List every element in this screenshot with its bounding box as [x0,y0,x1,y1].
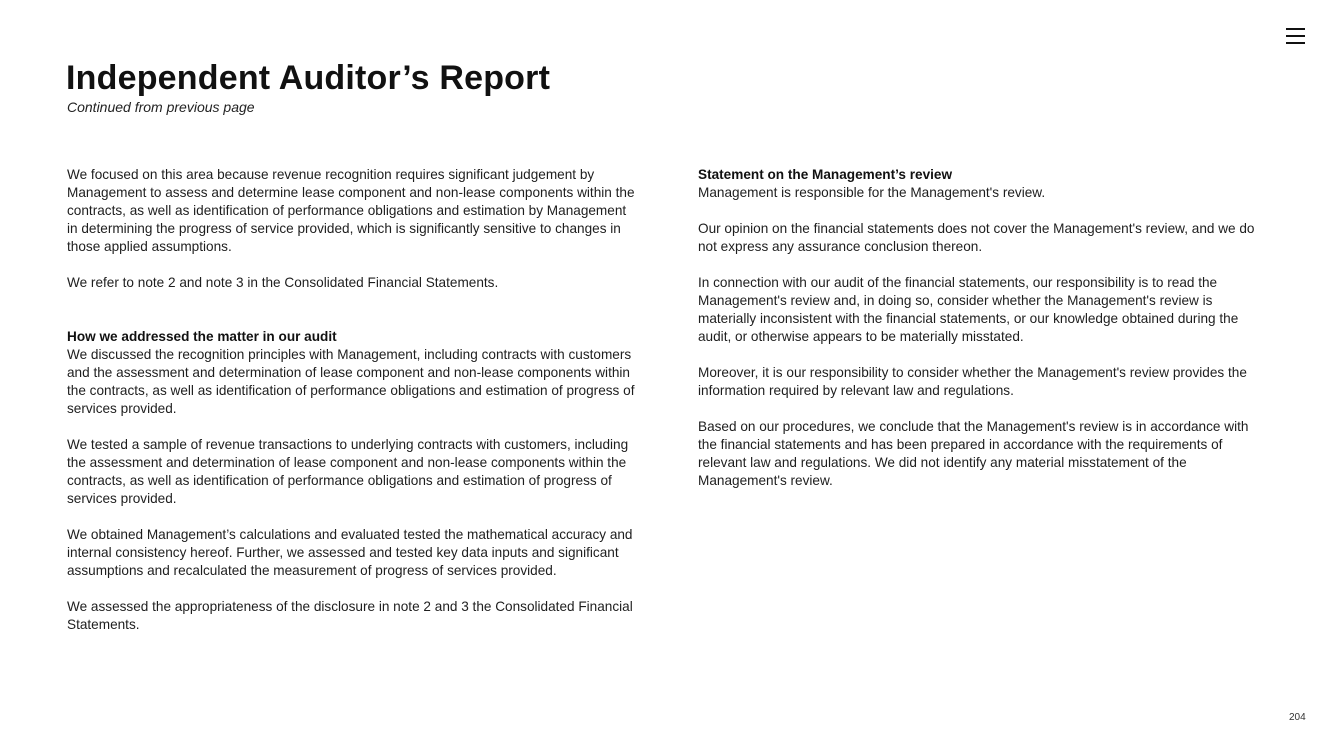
management-review-section [698,166,1268,202]
menu-bar-middle [1286,35,1305,37]
page-title: Independent Auditor’s Report [66,59,551,97]
menu-bar-top [1286,28,1305,30]
audit-response-section [67,328,637,418]
management-review-paragraph: Our opinion on the financial statements does not cover the Management's review, and we do not express any assurance conclusion thereon. [698,221,1255,254]
management-review-paragraph: Management is responsible for the Management's review. [698,185,1046,200]
page-subtitle: Continued from previous page [67,99,255,115]
audit-response-paragraph: We assessed the appropriateness of the disclosure in note 2 and 3 the Consolidated Financial Statements. [67,599,633,632]
management-review-paragraph: Moreover, it is our responsibility to consider whether the Management's review provides the information required by relevant law and regulations. [698,365,1247,398]
audit-response-paragraph: We tested a sample of revenue transactions to underlying contracts with customers, including the assessment and determination of lease component and non-lease components within the contracts, as well as identification of performance obligations and estimation of progress of services provided. [67,437,629,506]
key-matter-paragraph: We focused on this area because revenue recognition requires significant judgement by Management to assess and determine lease component and non-lease components within the contracts, as well as identification of performance obligations and estimation by Management in determining the progress of service provided, which is significantly sensitive to changes in those applied assumptions. [67,167,635,254]
hamburger-menu-icon[interactable] [1286,27,1306,46]
note-reference-paragraph: We refer to note 2 and note 3 in the Consolidated Financial Statements. [67,275,499,290]
right-column [698,166,1268,508]
left-column [67,166,637,652]
management-review-paragraph: Based on our procedures, we conclude that the Management's review is in accordance with the financial statements and has been prepared in accordance with the requirements of relevant law and regulations. We did not identify any material misstatement of the Management's review. [698,419,1249,488]
page-number: 204 [1289,712,1306,723]
audit-response-paragraph: We discussed the recognition principles with Management, including contracts with customers and the assessment and determination of lease component and non-lease components within the contracts, as well as identification of performance obligations and estimation of progress of services provided. [67,347,635,416]
audit-response-heading: How we addressed the matter in our audit [67,329,337,344]
audit-response-paragraph: We obtained Management’s calculations and evaluated tested the mathematical accuracy and internal consistency hereof. Further, we assessed and tested key data inputs and significant assumptions and recalculated the measurement of progress of services provided. [67,527,633,578]
management-review-heading: Statement on the Management’s review [698,167,953,182]
management-review-paragraph: In connection with our audit of the financial statements, our responsibility is to read the Management's review and, in doing so, consider whether the Management's review is materially inconsistent with the financial statements, or our knowledge obtained during the audit, or otherwise appears to be materially misstated. [698,275,1239,344]
menu-bar-bottom [1286,42,1305,44]
